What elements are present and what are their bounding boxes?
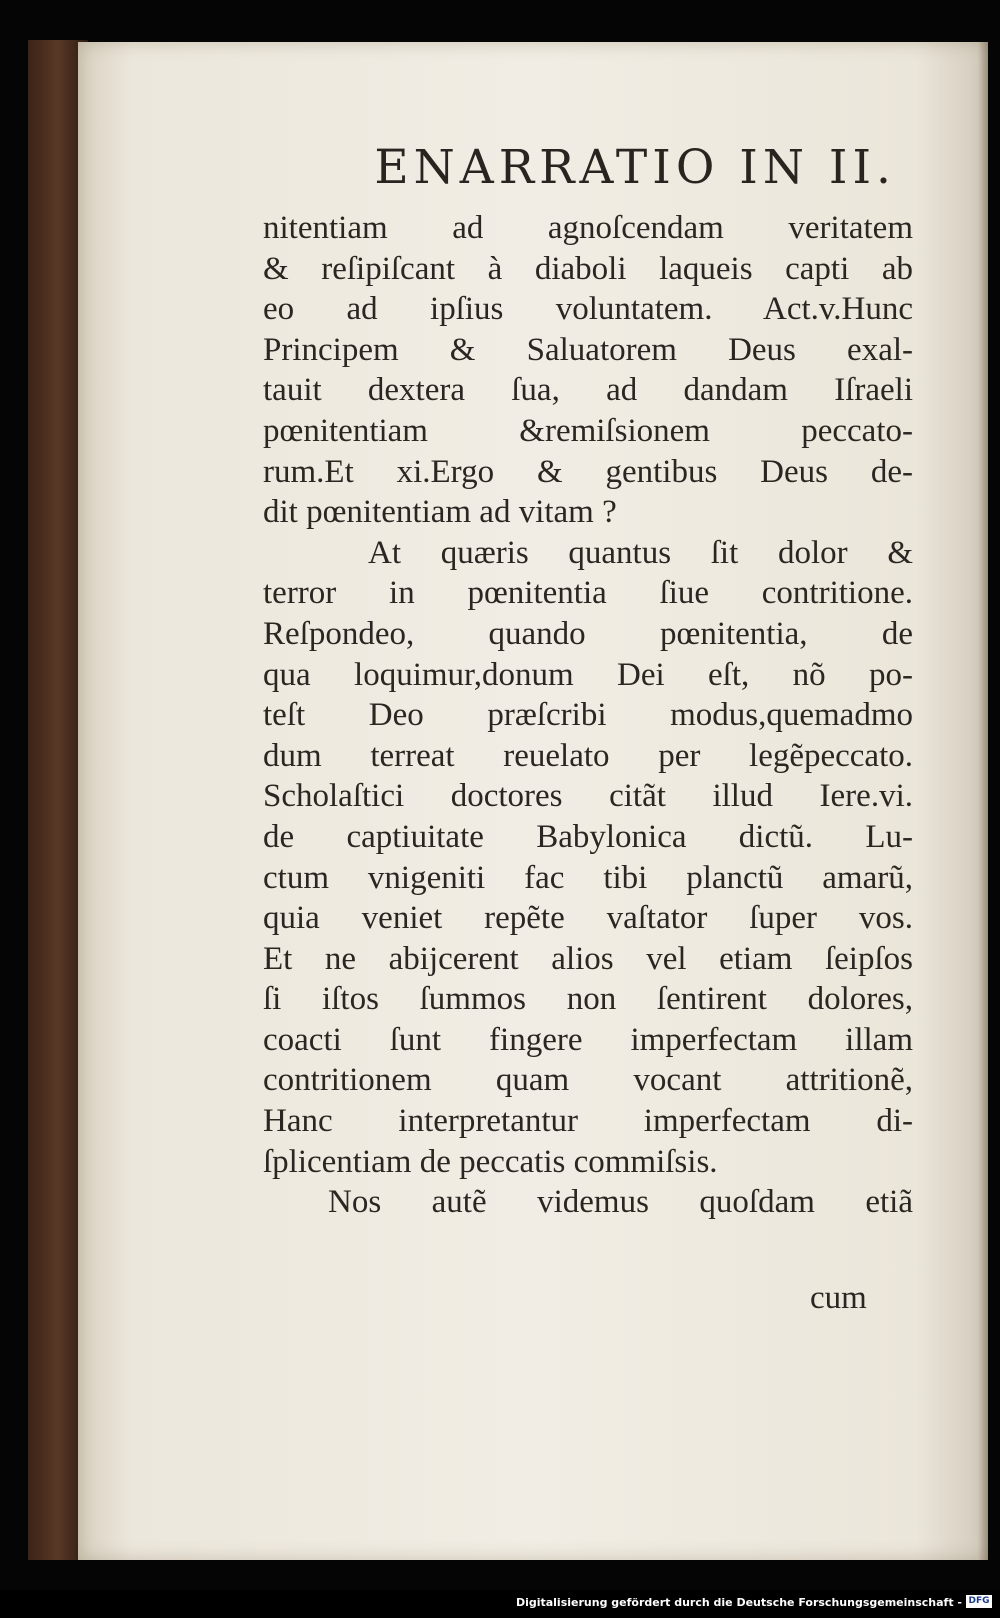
text-line: pœnitentiam &remiſsionem peccato- (263, 412, 913, 449)
text-line: Hanc interpretantur imperfectam di- (263, 1103, 913, 1140)
text-line: eo ad ipſius voluntatem. Act.v.Hunc (263, 291, 913, 328)
text-line: Principem & Saluatorem Deus exal- (263, 331, 913, 368)
text-line: dit pœnitentiam ad vitam ? (263, 494, 617, 531)
text-line: tauit dextera ſua, ad dandam Iſraeli (263, 372, 913, 409)
text-line: de captiuitate Babylonica dictũ. Lu- (263, 818, 913, 855)
text-line: teſt Deo præſcribi modus,quemadmo (263, 697, 913, 734)
text-line: ſi iſtos ſummos non ſentirent dolores, (263, 981, 913, 1018)
text-line: nitentiam ad agnoſcendam veritatem (263, 210, 913, 246)
digitization-credit: Digitalisierung gefördert durch die Deutsche Forschungsgemeinschaft - (515, 1596, 962, 1609)
catchword: cum (810, 1280, 867, 1316)
text-line-paragraph-start: At quæris quantus ſit dolor & (368, 534, 913, 571)
text-line: Scholaſtici doctores citãt illud Iere.vi. (263, 778, 913, 815)
text-line: contritionem quam vocant attritionẽ, (263, 1062, 913, 1099)
text-line: quia veniet repẽte vaſtator ſuper vos. (263, 900, 913, 937)
dfg-logo: DFG (966, 1595, 992, 1608)
text-line: terror in pœnitentia ſiue contritione. (263, 575, 913, 612)
text-line: ctum vnigeniti fac tibi planctũ amarũ, (263, 859, 913, 896)
text-line: coacti ſunt fingere imperfectam illam (263, 1021, 913, 1058)
page-gutter-shadow (978, 42, 988, 1560)
text-line: dum terreat reuelato per legẽpeccato. (263, 737, 913, 774)
body-text (263, 208, 913, 1223)
text-line-paragraph-start: Nos autẽ videmus quoſdam etiã (328, 1184, 913, 1221)
text-line: Et ne abijcerent alios vel etiam ſeipſos (263, 940, 913, 977)
text-line: & reſipiſcant à diaboli laqueis capti ab (263, 250, 913, 287)
text-line: rum.Et xi.Ergo & gentibus Deus de- (263, 453, 913, 490)
text-line: qua loquimur,donum Dei eſt, nõ po- (263, 656, 913, 693)
text-line: Reſpondeo, quando pœnitentia, de (263, 615, 913, 652)
text-line: ſplicentiam de peccatis commiſsis. (263, 1143, 718, 1180)
running-head: ENARRATIO IN II. (374, 140, 896, 195)
